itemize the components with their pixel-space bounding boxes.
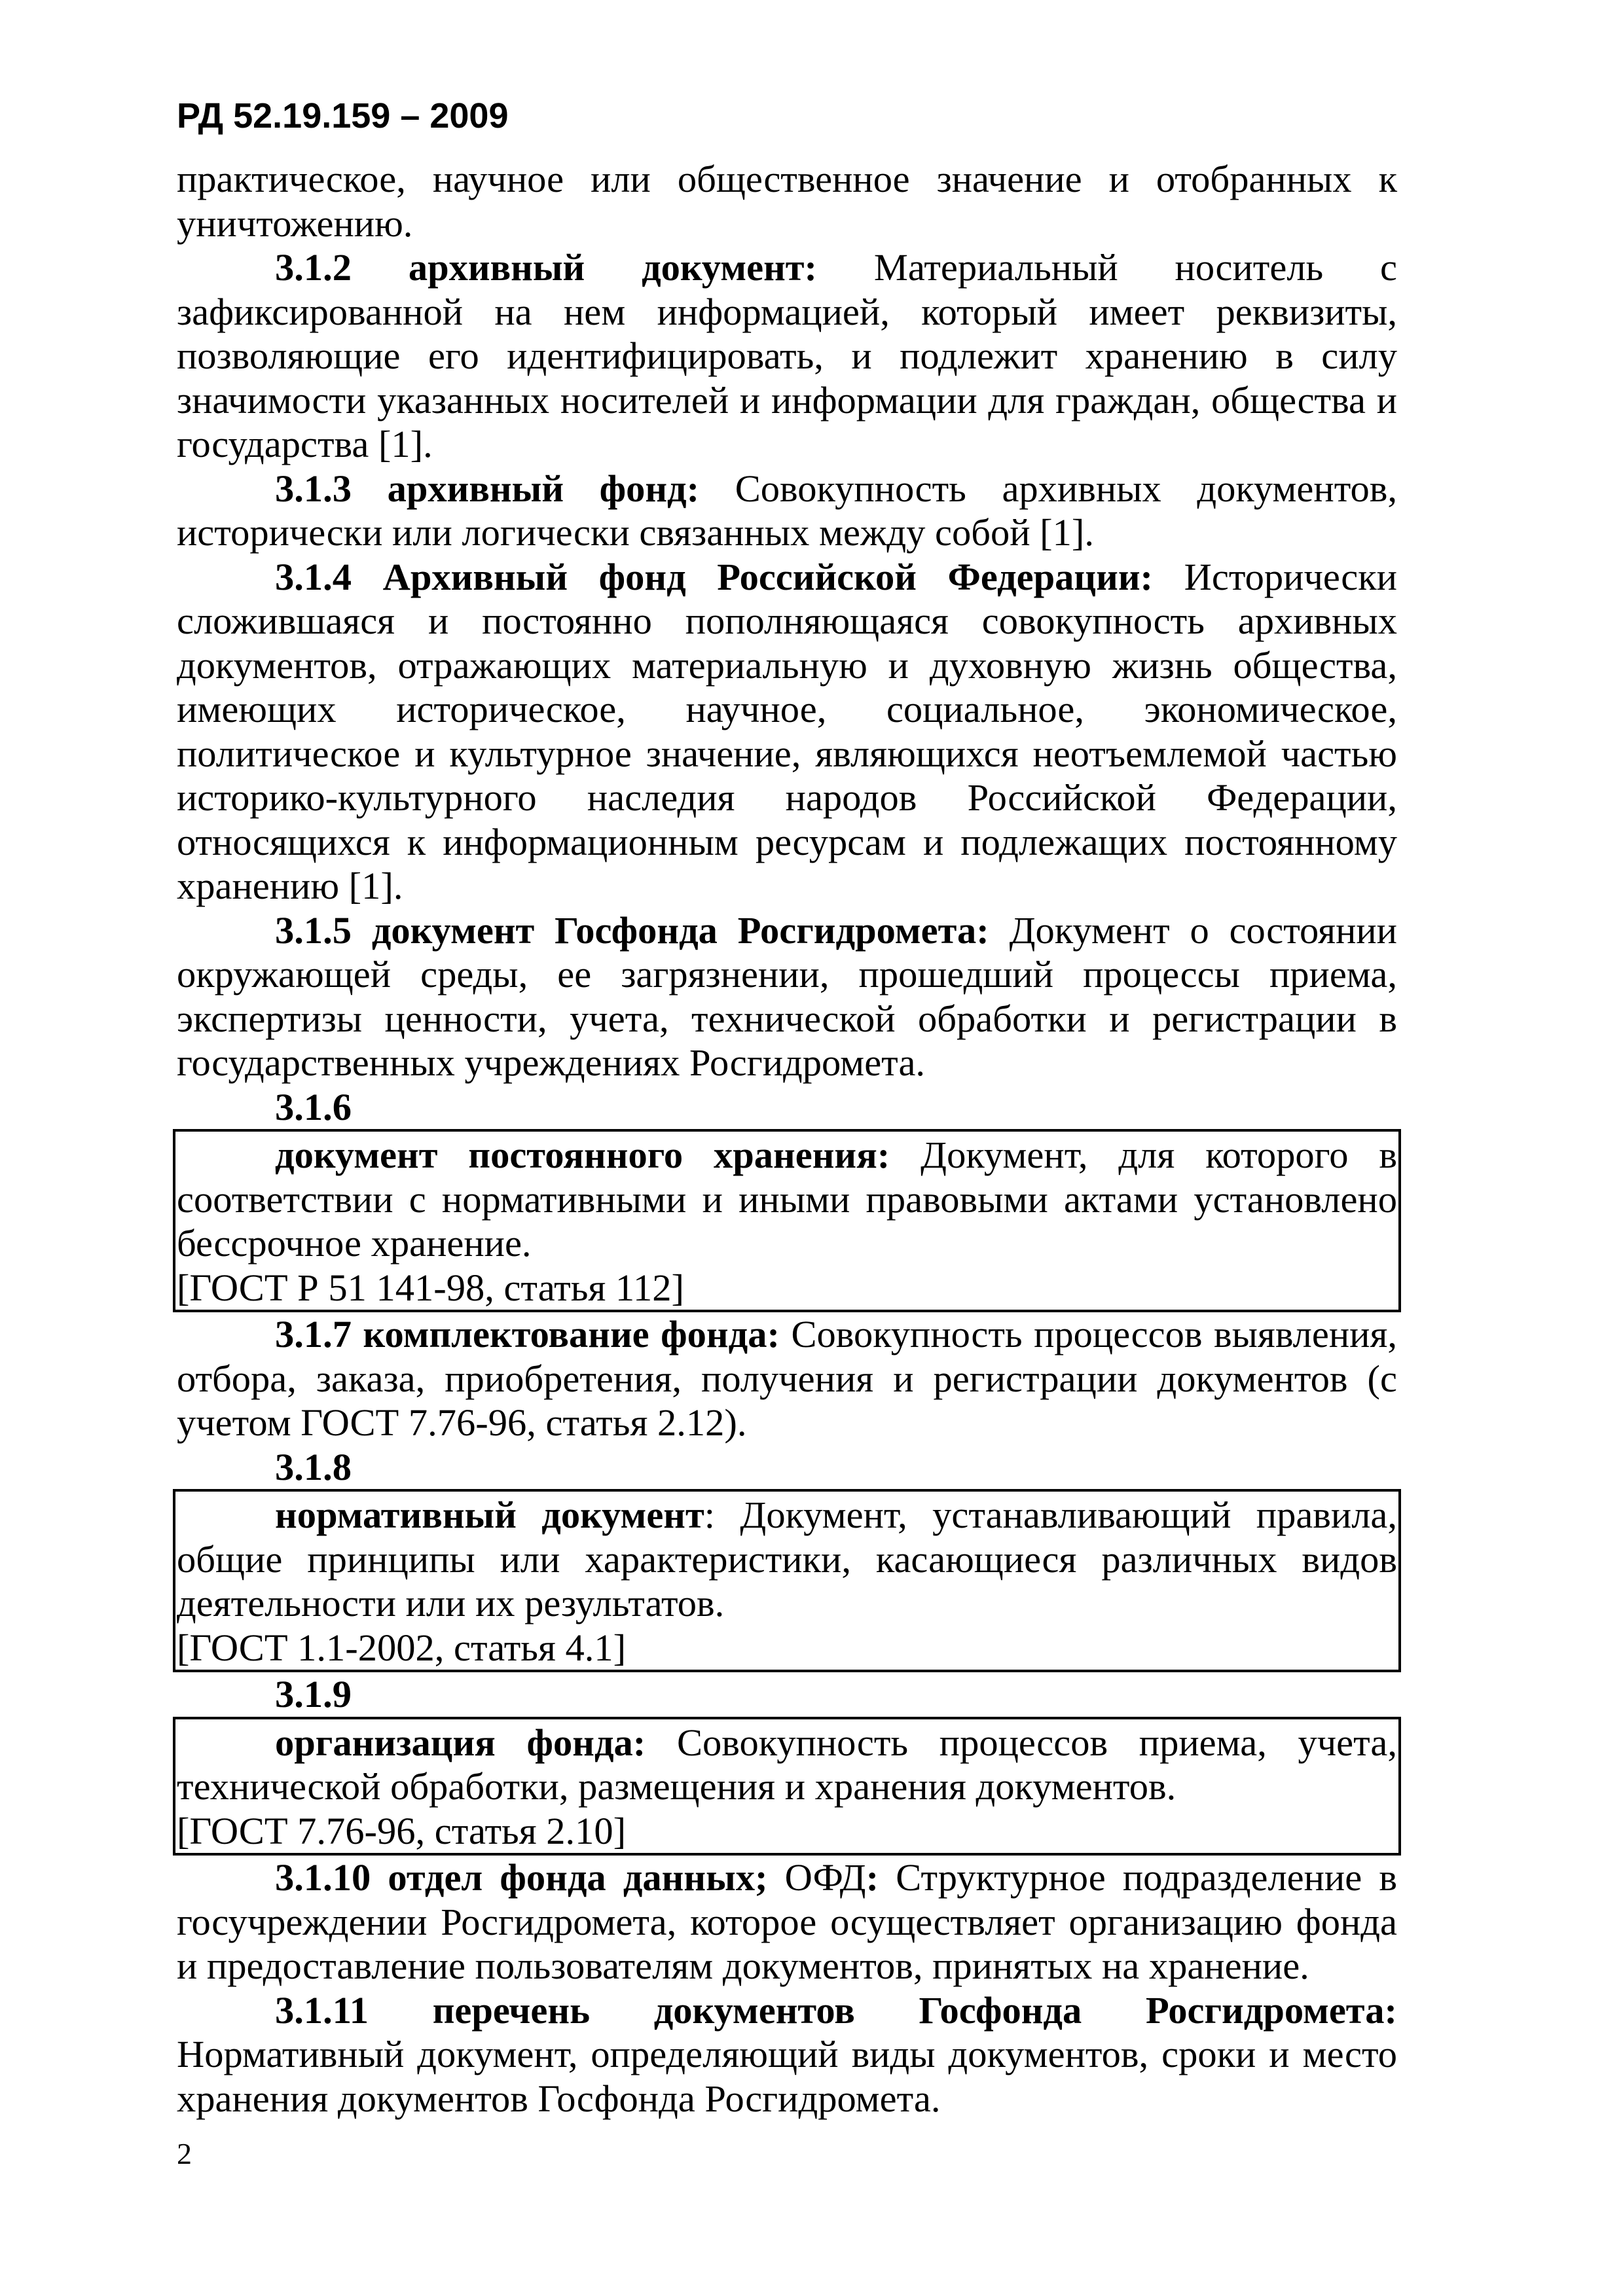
clause-number-3-1-8: 3.1.8: [275, 1445, 352, 1488]
term-heading: организация фонда:: [275, 1721, 646, 1764]
boxed-definition-3-1-8: [173, 1489, 1401, 1672]
boxed-definition-3-1-6: [173, 1129, 1401, 1312]
source-reference: [ГОСТ Р 51 141-98, статья 112]: [177, 1266, 684, 1309]
source-reference: [ГОСТ 7.76-96, статья 2.10]: [177, 1809, 627, 1852]
term-definition: Исторически сложившаяся и постоянно пополняющаяся совокупность архивных документов, отражающих материальную и духовную жизнь общества, имеющих историческое, научное, социальное, экономическое, политическое и культурное значение, являющихся неотъемлемой частью историко-культурного наследия народов Российской Федерации, относящихся к информационным ресурсам и подлежащих постоянному хранению [1].: [177, 555, 1397, 907]
paragraph-3-1-3: [177, 467, 1397, 555]
page-body: [177, 157, 1397, 2121]
term-heading: 3.1.3 архивный фонд:: [275, 467, 700, 510]
term-heading: документ постоянного хранения:: [275, 1134, 890, 1176]
term-heading: 3.1.11 перечень документов Госфонда Росгидромета:: [275, 1988, 1397, 2032]
source-reference: [ГОСТ 1.1-2002, статья 4.1]: [177, 1626, 627, 1669]
boxed-definition-3-1-9: [173, 1717, 1401, 1856]
term-heading: нормативный документ: [275, 1494, 704, 1536]
term-definition: Нормативный документ, определяющий виды документов, сроки и место хранения документов Госфонда Росгидромета.: [177, 2033, 1397, 2120]
term-definition: Совокупность процессов выявления, отбора, заказа, приобретения, получения и регистрации документов (с учетом ГОСТ 7.76-96, статья 2.12).: [177, 1313, 1397, 1444]
boxed-definition-text: [177, 1133, 1397, 1266]
term-definition: Документ, для которого в соответствии с нормативными и иными правовыми актами установлено бессрочное хранение.: [177, 1134, 1397, 1265]
term-abbreviation: ОФД: [767, 1856, 866, 1899]
paragraph-3-1-5: [177, 908, 1397, 1085]
term-definition: Совокупность архивных документов, исторически или логически связанных между собой [1].: [177, 467, 1397, 554]
paragraph-3-1-4: [177, 555, 1397, 908]
paragraph-3-1-7: [177, 1312, 1397, 1445]
term-definition: Документ о состоянии окружающей среды, ее загрязнении, прошедший процессы приема, экспертизы ценности, учета, технической обработки и регистрации в государственных учреждениях Росгидромета.: [177, 908, 1397, 1084]
term-definition: : Документ, устанавливающий правила, общие принципы или характеристики, касающиеся различных видов деятельности или их результатов.: [177, 1494, 1397, 1624]
paragraph-3-1-10: [177, 1856, 1397, 1988]
term-definition: Материальный носитель с зафиксированной на нем информацией, который имеет реквизиты, позволяющие его идентифицировать, и подлежит хранению в силу значимости указанных носителей и информации для граждан, общества и государства [1].: [177, 246, 1398, 465]
clause-number-3-1-6: 3.1.6: [275, 1085, 352, 1128]
boxed-definition-text: [177, 1493, 1397, 1626]
clause-number-3-1-9: 3.1.9: [275, 1673, 352, 1715]
paragraph-intro-tail: практическое, научное или общественное значение и отобранных к уничтожению.: [177, 158, 1397, 245]
term-heading: 3.1.10 отдел фонда данных;: [275, 1856, 768, 1899]
term-heading: 3.1.7 комплектование фонда:: [275, 1313, 780, 1355]
term-colon: :: [866, 1856, 879, 1899]
term-definition: Структурное подразделение в госучреждении Росгидромета, которое осуществляет организацию фонда и предоставление пользователям документов, принятых на хранение.: [177, 1856, 1397, 1987]
page-number: 2: [177, 2137, 192, 2170]
paragraph-3-1-11: [177, 1988, 1397, 2121]
term-heading: 3.1.5 документ Госфонда Росгидромета:: [275, 908, 989, 952]
term-heading: 3.1.4 Архивный фонд Российской Федерации:: [275, 555, 1154, 598]
term-definition: Совокупность процессов приема, учета, технической обработки, размещения и хранения документов.: [177, 1721, 1398, 1808]
term-heading: 3.1.2 архивный документ:: [275, 246, 818, 289]
paragraph-3-1-2: [177, 245, 1397, 467]
document-code: РД 52.19.159 – 2009: [177, 96, 509, 135]
boxed-definition-text: [177, 1721, 1397, 1809]
